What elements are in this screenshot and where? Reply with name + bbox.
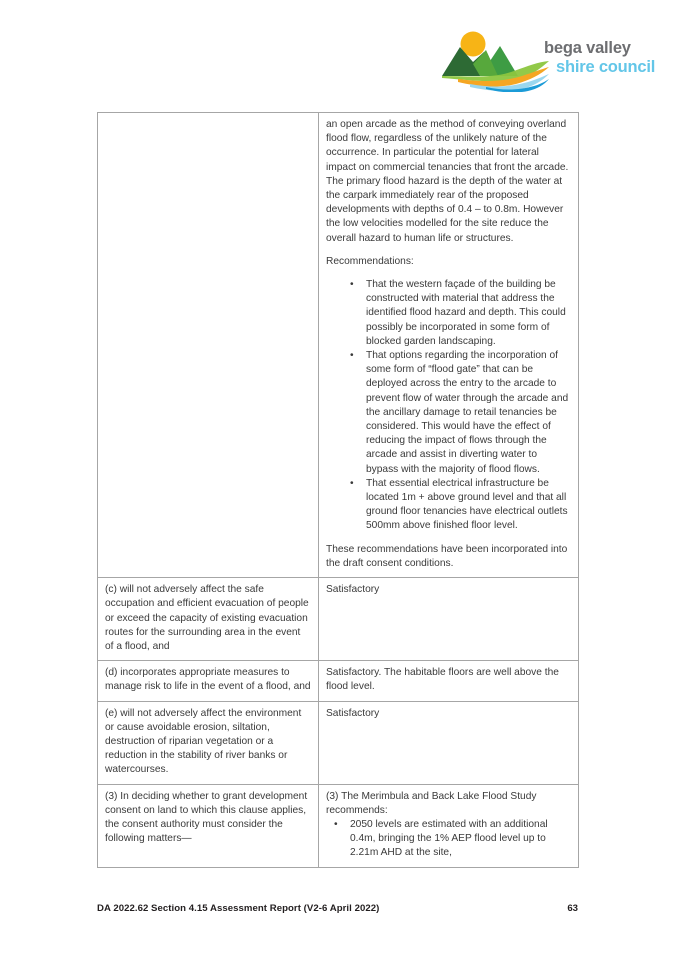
table-cell-criterion bbox=[98, 661, 319, 701]
footer-document-title: DA 2022.62 Section 4.15 Assessment Report (V2-6 April 2022) bbox=[97, 903, 380, 914]
assessment-paragraph: Satisfactory bbox=[326, 707, 380, 719]
logo-wordmark bbox=[544, 40, 674, 75]
table-row bbox=[98, 113, 579, 578]
list-item: • That options regarding the incorporation of some form of “flood gate” that can be deployed across the entry to the arcade to prevent flow of water through the arcade and the ancillary damage to retail tenancies be considered. This would have the effect of reducing the impact of flows through the arcade and assist in diverting water to bypass with the majority of flood flows. bbox=[326, 349, 571, 477]
flood-study-list bbox=[326, 818, 571, 861]
table-row bbox=[98, 701, 579, 784]
table-cell-assessment bbox=[319, 113, 579, 578]
table-row bbox=[98, 578, 579, 661]
criterion-text: (3) In deciding whether to grant development consent on land to which this clause applies, the consent authority must consider the following matters— bbox=[105, 790, 308, 845]
criterion-text: (d) incorporates appropriate measures to manage risk to life in the event of a flood, and bbox=[105, 667, 311, 693]
table-row bbox=[98, 784, 579, 867]
assessment-table bbox=[97, 112, 579, 868]
table-row bbox=[98, 661, 579, 701]
table-cell-criterion bbox=[98, 113, 319, 578]
list-item: • That essential electrical infrastructure be located 1m + above ground level and that all ground floor tenancies have electrical outlets 500mm above finished floor level. bbox=[326, 477, 571, 534]
page-header bbox=[440, 28, 656, 106]
assessment-paragraph: an open arcade as the method of conveying overland flood flow, regardless of the unlikely nature of the occurrence. In particular the potential for lateral impact on commercial tenancies that front the arcade. The primary flood hazard is the depth of the water at the carpark immediately rear of the proposed developments with depths of 0.4 – to 0.8m. However the low velocities modelled for the site reduce the overall hazard to human life or structures. bbox=[326, 119, 569, 244]
assessment-paragraph: Satisfactory. The habitable floors are well above the flood level. bbox=[326, 667, 559, 693]
table-cell-assessment bbox=[319, 784, 579, 867]
table-cell-assessment bbox=[319, 701, 579, 784]
list-item: • That the western façade of the building be constructed with material that address the identified flood hazard and depth. This could possibly be incorporated in some form of blocked garden landscaping. bbox=[326, 278, 571, 349]
recommendations-list bbox=[326, 278, 571, 534]
table-cell-criterion bbox=[98, 578, 319, 661]
criterion-text: (e) will not adversely affect the environment or cause avoidable erosion, siltation, destruction of riparian vegetation or a reduction in the stability of river banks or watercourses. bbox=[105, 707, 302, 776]
assessment-paragraph: (3) The Merimbula and Back Lake Flood Study recommends: bbox=[326, 790, 537, 816]
table-cell-criterion bbox=[98, 701, 319, 784]
page-footer bbox=[97, 903, 578, 919]
recommendations-closing: These recommendations have been incorporated into the draft consent conditions. bbox=[326, 543, 568, 569]
table-cell-assessment bbox=[319, 661, 579, 701]
assessment-paragraph: Satisfactory bbox=[326, 584, 380, 596]
list-item: • 2050 levels are estimated with an additional 0.4m, bringing the 1% AEP flood level up to 2.21m AHD at the site, bbox=[326, 818, 571, 861]
table-cell-criterion bbox=[98, 784, 319, 867]
logo-line-one: bega valley bbox=[544, 39, 631, 57]
criterion-text: (c) will not adversely affect the safe occupation and efficient evacuation of people or exceed the capacity of existing evacuation routes for the surrounding area in the event of a flood, and bbox=[105, 584, 309, 652]
recommendations-heading: Recommendations: bbox=[326, 255, 414, 267]
bega-valley-shire-council-logo-icon bbox=[440, 30, 550, 92]
logo-line-two: shire council bbox=[556, 57, 656, 76]
footer-page-number: 63 bbox=[567, 903, 578, 914]
table-cell-assessment bbox=[319, 578, 579, 661]
